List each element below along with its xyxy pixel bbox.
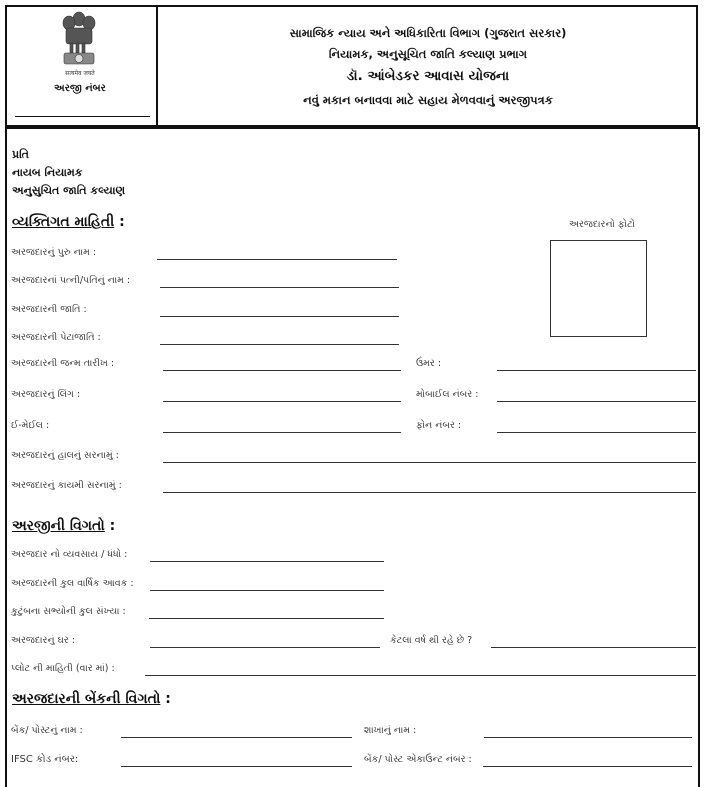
email-field[interactable] bbox=[163, 432, 401, 433]
bank-details-heading bbox=[12, 691, 171, 707]
photo-box[interactable] bbox=[550, 240, 647, 337]
caste-label: અરજદારની જાતિ : bbox=[11, 304, 87, 315]
account-number-field[interactable] bbox=[483, 766, 692, 767]
phone-field[interactable] bbox=[497, 432, 696, 433]
application-number-label: અરજી નંબર bbox=[54, 83, 106, 94]
years-living-field[interactable] bbox=[491, 647, 696, 648]
scheme-title: ડૉ. આંબેડકર આવાસ યોજના bbox=[346, 68, 510, 84]
branch-name-label: શાખાનું નામ : bbox=[364, 725, 417, 736]
directorate-title: નિયામક, અનુસૂચિત જાતિ કલ્યાણ પ્રભાગ bbox=[328, 47, 528, 61]
emblem-motto: सत्यमेव जयते bbox=[65, 70, 95, 77]
spouse-name-label: અરજદારનાં પત્ની/પતિનું નામ : bbox=[11, 275, 131, 286]
current-address-field[interactable] bbox=[163, 462, 696, 463]
mobile-label: મોબાઈલ નંબર : bbox=[416, 389, 479, 400]
permanent-address-field[interactable] bbox=[163, 492, 696, 493]
house-field[interactable] bbox=[150, 647, 380, 648]
permanent-address-label: અરજદારનું કાયમી સરનામું : bbox=[11, 480, 122, 491]
family-members-label: કુટુંબના સભ્યોની કુલ સંખ્યા : bbox=[11, 606, 126, 617]
subcaste-field[interactable] bbox=[160, 344, 399, 345]
heading-colon: : bbox=[104, 518, 116, 534]
current-address-label: અરજદારનું હાલનું સરનામું : bbox=[11, 450, 119, 461]
occupation-label: અરજદાર નો વ્યવસાય / ધંધો : bbox=[11, 549, 128, 560]
occupation-field[interactable] bbox=[150, 561, 384, 562]
phone-label: ફોન નંબર : bbox=[416, 420, 462, 431]
addressee-designation: નાયબ નિયામક bbox=[12, 166, 83, 179]
department-title: સામાજિક ન્યાય અને અધિકારિતા વિભાગ (ગુજરાત સરકાર) bbox=[289, 26, 567, 40]
bank-details-heading-text: અરજદારની બેંકની વિગતો bbox=[12, 691, 161, 707]
age-field[interactable] bbox=[497, 370, 696, 371]
personal-info-heading-text: વ્યક્તિગત માહિતી bbox=[12, 214, 115, 230]
mobile-field[interactable] bbox=[497, 401, 696, 402]
annual-income-label: અરજદારની કુલ વાર્ષિક આવક : bbox=[11, 578, 134, 589]
ifsc-field[interactable] bbox=[121, 766, 352, 767]
bank-name-field[interactable] bbox=[121, 737, 352, 738]
full-name-label: અરજદારનું પુરુ નામ : bbox=[11, 247, 97, 258]
email-label: ઈ-મેઈલ : bbox=[11, 420, 50, 431]
branch-name-field[interactable] bbox=[484, 737, 692, 738]
caste-field[interactable] bbox=[160, 316, 399, 317]
spouse-name-field[interactable] bbox=[160, 287, 399, 288]
bank-name-label: બેંક/ પોસ્ટનું નામ : bbox=[11, 725, 83, 736]
house-label: અરજદારનું ઘર : bbox=[11, 635, 75, 646]
ifsc-label: IFSC કોડ નંબર: bbox=[11, 754, 79, 765]
heading-colon: : bbox=[160, 691, 171, 707]
header-divider bbox=[156, 5, 158, 127]
form-title: નવું મકાન બનાવવા માટે સહાય મેળવવાનું અરજીપત્રક bbox=[303, 93, 553, 107]
age-label: ઉંમર : bbox=[416, 358, 442, 369]
subcaste-label: અરજદારની પેટાજાતિ : bbox=[11, 332, 101, 343]
gender-label: અરજદારનું લિંગ : bbox=[11, 389, 81, 400]
account-number-label: બેંક/ પોસ્ટ એકાઉન્ટ નંબર : bbox=[364, 754, 472, 765]
heading-colon: : bbox=[114, 214, 125, 230]
dob-field[interactable] bbox=[163, 370, 401, 371]
photo-label: અરજદારનો ફોટો bbox=[568, 219, 635, 230]
plot-info-field[interactable] bbox=[145, 675, 696, 676]
plot-info-label: પ્લોટ ની માહિતી (વાર માં) : bbox=[11, 663, 115, 674]
addressee-to: પ્રતિ bbox=[12, 148, 29, 161]
years-living-label: કેટલા વર્ષ થી રહે છે ? bbox=[390, 635, 473, 646]
application-details-heading bbox=[12, 518, 115, 534]
dob-label: અરજદારની જન્મ તારીખ : bbox=[11, 358, 115, 369]
annual-income-field[interactable] bbox=[150, 590, 384, 591]
personal-info-heading bbox=[12, 214, 125, 230]
national-emblem-icon bbox=[54, 10, 104, 68]
header-frame bbox=[5, 5, 698, 127]
application-number-field[interactable] bbox=[15, 116, 150, 117]
full-name-field[interactable] bbox=[157, 259, 397, 260]
addressee-department: અનુસુચિત જાતિ કલ્યાણ bbox=[12, 184, 126, 197]
family-members-field[interactable] bbox=[149, 618, 384, 619]
application-details-heading-text: અરજીની વિગતો bbox=[12, 518, 105, 534]
gender-field[interactable] bbox=[163, 401, 401, 402]
